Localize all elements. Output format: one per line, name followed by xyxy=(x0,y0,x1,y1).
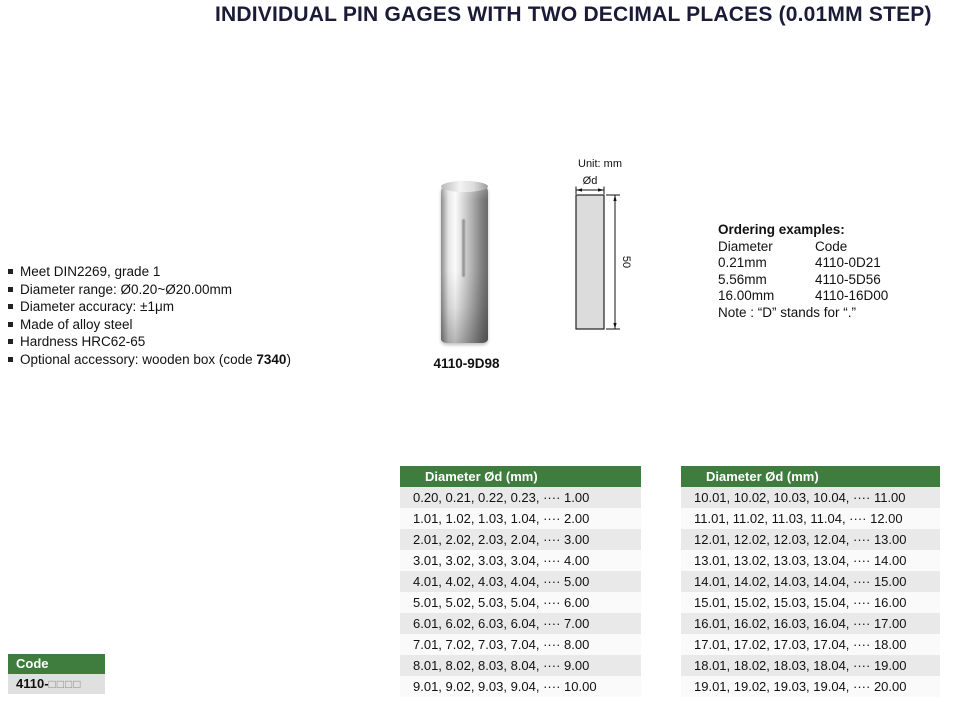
pin-gage-photo xyxy=(441,181,488,343)
bullet-icon xyxy=(8,357,13,362)
table-row: 7.01, 7.02, 7.03, 7.04, ···· 8.00 xyxy=(400,634,641,655)
pin-engraving xyxy=(462,219,465,277)
code-box xyxy=(8,654,105,694)
table-row: 18.01, 18.02, 18.03, 18.04, ···· 19.00 xyxy=(681,655,940,676)
table-row: 3.01, 3.02, 3.03, 3.04, ···· 4.00 xyxy=(400,550,641,571)
code-box-header: Code xyxy=(8,654,105,674)
table-row: 0.20, 0.21, 0.22, 0.23, ···· 1.00 xyxy=(400,487,641,508)
diameter-dim-label: Ød xyxy=(582,175,598,187)
table-header: Diameter Ød (mm) xyxy=(400,466,641,487)
table-row: 9.01, 9.02, 9.03, 9.04, ···· 10.00 xyxy=(400,676,641,697)
table-row: 8.01, 8.02, 8.03, 8.04, ···· 9.00 xyxy=(400,655,641,676)
diameter-table-right xyxy=(681,466,940,697)
table-row: 11.01, 11.02, 11.03, 11.04, ···· 12.00 xyxy=(681,508,940,529)
bullet-icon xyxy=(8,339,13,344)
ordering-examples xyxy=(718,222,953,321)
dimension-drawing xyxy=(565,156,635,342)
feature-text: Hardness HRC62-65 xyxy=(20,334,146,350)
bullet-icon xyxy=(8,269,13,274)
page-title: INDIVIDUAL PIN GAGES WITH TWO DECIMAL PLACES (0.01MM STEP) xyxy=(215,3,932,26)
unit-label: Unit: mm xyxy=(578,158,622,170)
feature-text: Made of alloy steel xyxy=(20,316,133,332)
ordering-diameter: 16.00mm xyxy=(718,288,775,303)
ordering-code: 4110-0D21 xyxy=(815,255,881,270)
code-box-value xyxy=(8,674,105,694)
table-body xyxy=(681,487,940,697)
table-header: Diameter Ød (mm) xyxy=(681,466,940,487)
feature-item xyxy=(8,298,408,316)
pin-model-caption: 4110-9D98 xyxy=(433,356,500,371)
feature-item-optional-accessory xyxy=(8,351,408,369)
feature-item xyxy=(8,333,408,351)
table-row: 17.01, 17.02, 17.03, 17.04, ···· 18.00 xyxy=(681,634,940,655)
feature-item xyxy=(8,281,408,299)
ordering-diameter: 5.56mm xyxy=(718,271,767,287)
feature-item xyxy=(8,316,408,334)
length-dim-label: 50 xyxy=(620,255,632,269)
column-diameter: Diameter xyxy=(718,238,773,254)
feature-text: Diameter range: Ø0.20~Ø20.00mm xyxy=(20,281,232,297)
bullet-icon xyxy=(8,322,13,327)
ordering-columns xyxy=(718,239,953,256)
table-row: 10.01, 10.02, 10.03, 10.04, ···· 11.00 xyxy=(681,487,940,508)
feature-item xyxy=(8,263,408,281)
ordering-code: 4110-5D56 xyxy=(815,271,881,287)
table-row: 1.01, 1.02, 1.03, 1.04, ···· 2.00 xyxy=(400,508,641,529)
table-row: 12.01, 12.02, 12.03, 12.04, ···· 13.00 xyxy=(681,529,940,550)
table-row: 6.01, 6.02, 6.03, 6.04, ···· 7.00 xyxy=(400,613,641,634)
table-row: 2.01, 2.02, 2.03, 2.04, ···· 3.00 xyxy=(400,529,641,550)
code-placeholder-boxes: □□□□ xyxy=(48,677,82,691)
table-row: 5.01, 5.02, 5.03, 5.04, ···· 6.00 xyxy=(400,592,641,613)
diameter-table-left xyxy=(400,466,641,697)
feature-text-suffix: ) xyxy=(286,351,291,367)
accessory-code: 7340 xyxy=(256,351,287,367)
bullet-icon xyxy=(8,287,13,292)
table-row: 16.01, 16.02, 16.03, 16.04, ···· 17.00 xyxy=(681,613,940,634)
feature-list xyxy=(8,263,408,369)
table-row: 14.01, 14.02, 14.03, 14.04, ···· 15.00 xyxy=(681,571,940,592)
bullet-icon xyxy=(8,304,13,309)
ordering-diameter: 0.21mm xyxy=(718,255,767,270)
feature-text: Meet DIN2269, grade 1 xyxy=(20,264,161,279)
table-body xyxy=(400,487,641,697)
pin-outline xyxy=(576,195,604,329)
feature-text: Optional accessory: wooden box (code xyxy=(20,351,257,367)
ordering-row xyxy=(718,288,953,305)
table-row: 15.01, 15.02, 15.03, 15.04, ···· 16.00 xyxy=(681,592,940,613)
table-row: 4.01, 4.02, 4.03, 4.04, ···· 5.00 xyxy=(400,571,641,592)
table-row: 13.01, 13.02, 13.03, 13.04, ···· 14.00 xyxy=(681,550,940,571)
ordering-note: Note : “D” stands for “.” xyxy=(718,304,857,320)
ordering-row xyxy=(718,255,953,272)
table-row: 19.01, 19.02, 19.03, 19.04, ···· 20.00 xyxy=(681,676,940,697)
ordering-code: 4110-16D00 xyxy=(815,288,889,303)
ordering-heading: Ordering examples: xyxy=(718,222,845,237)
code-prefix: 4110- xyxy=(16,676,49,691)
column-code: Code xyxy=(815,238,848,254)
feature-text: Diameter accuracy: ±1μm xyxy=(20,299,174,315)
ordering-row xyxy=(718,272,953,289)
